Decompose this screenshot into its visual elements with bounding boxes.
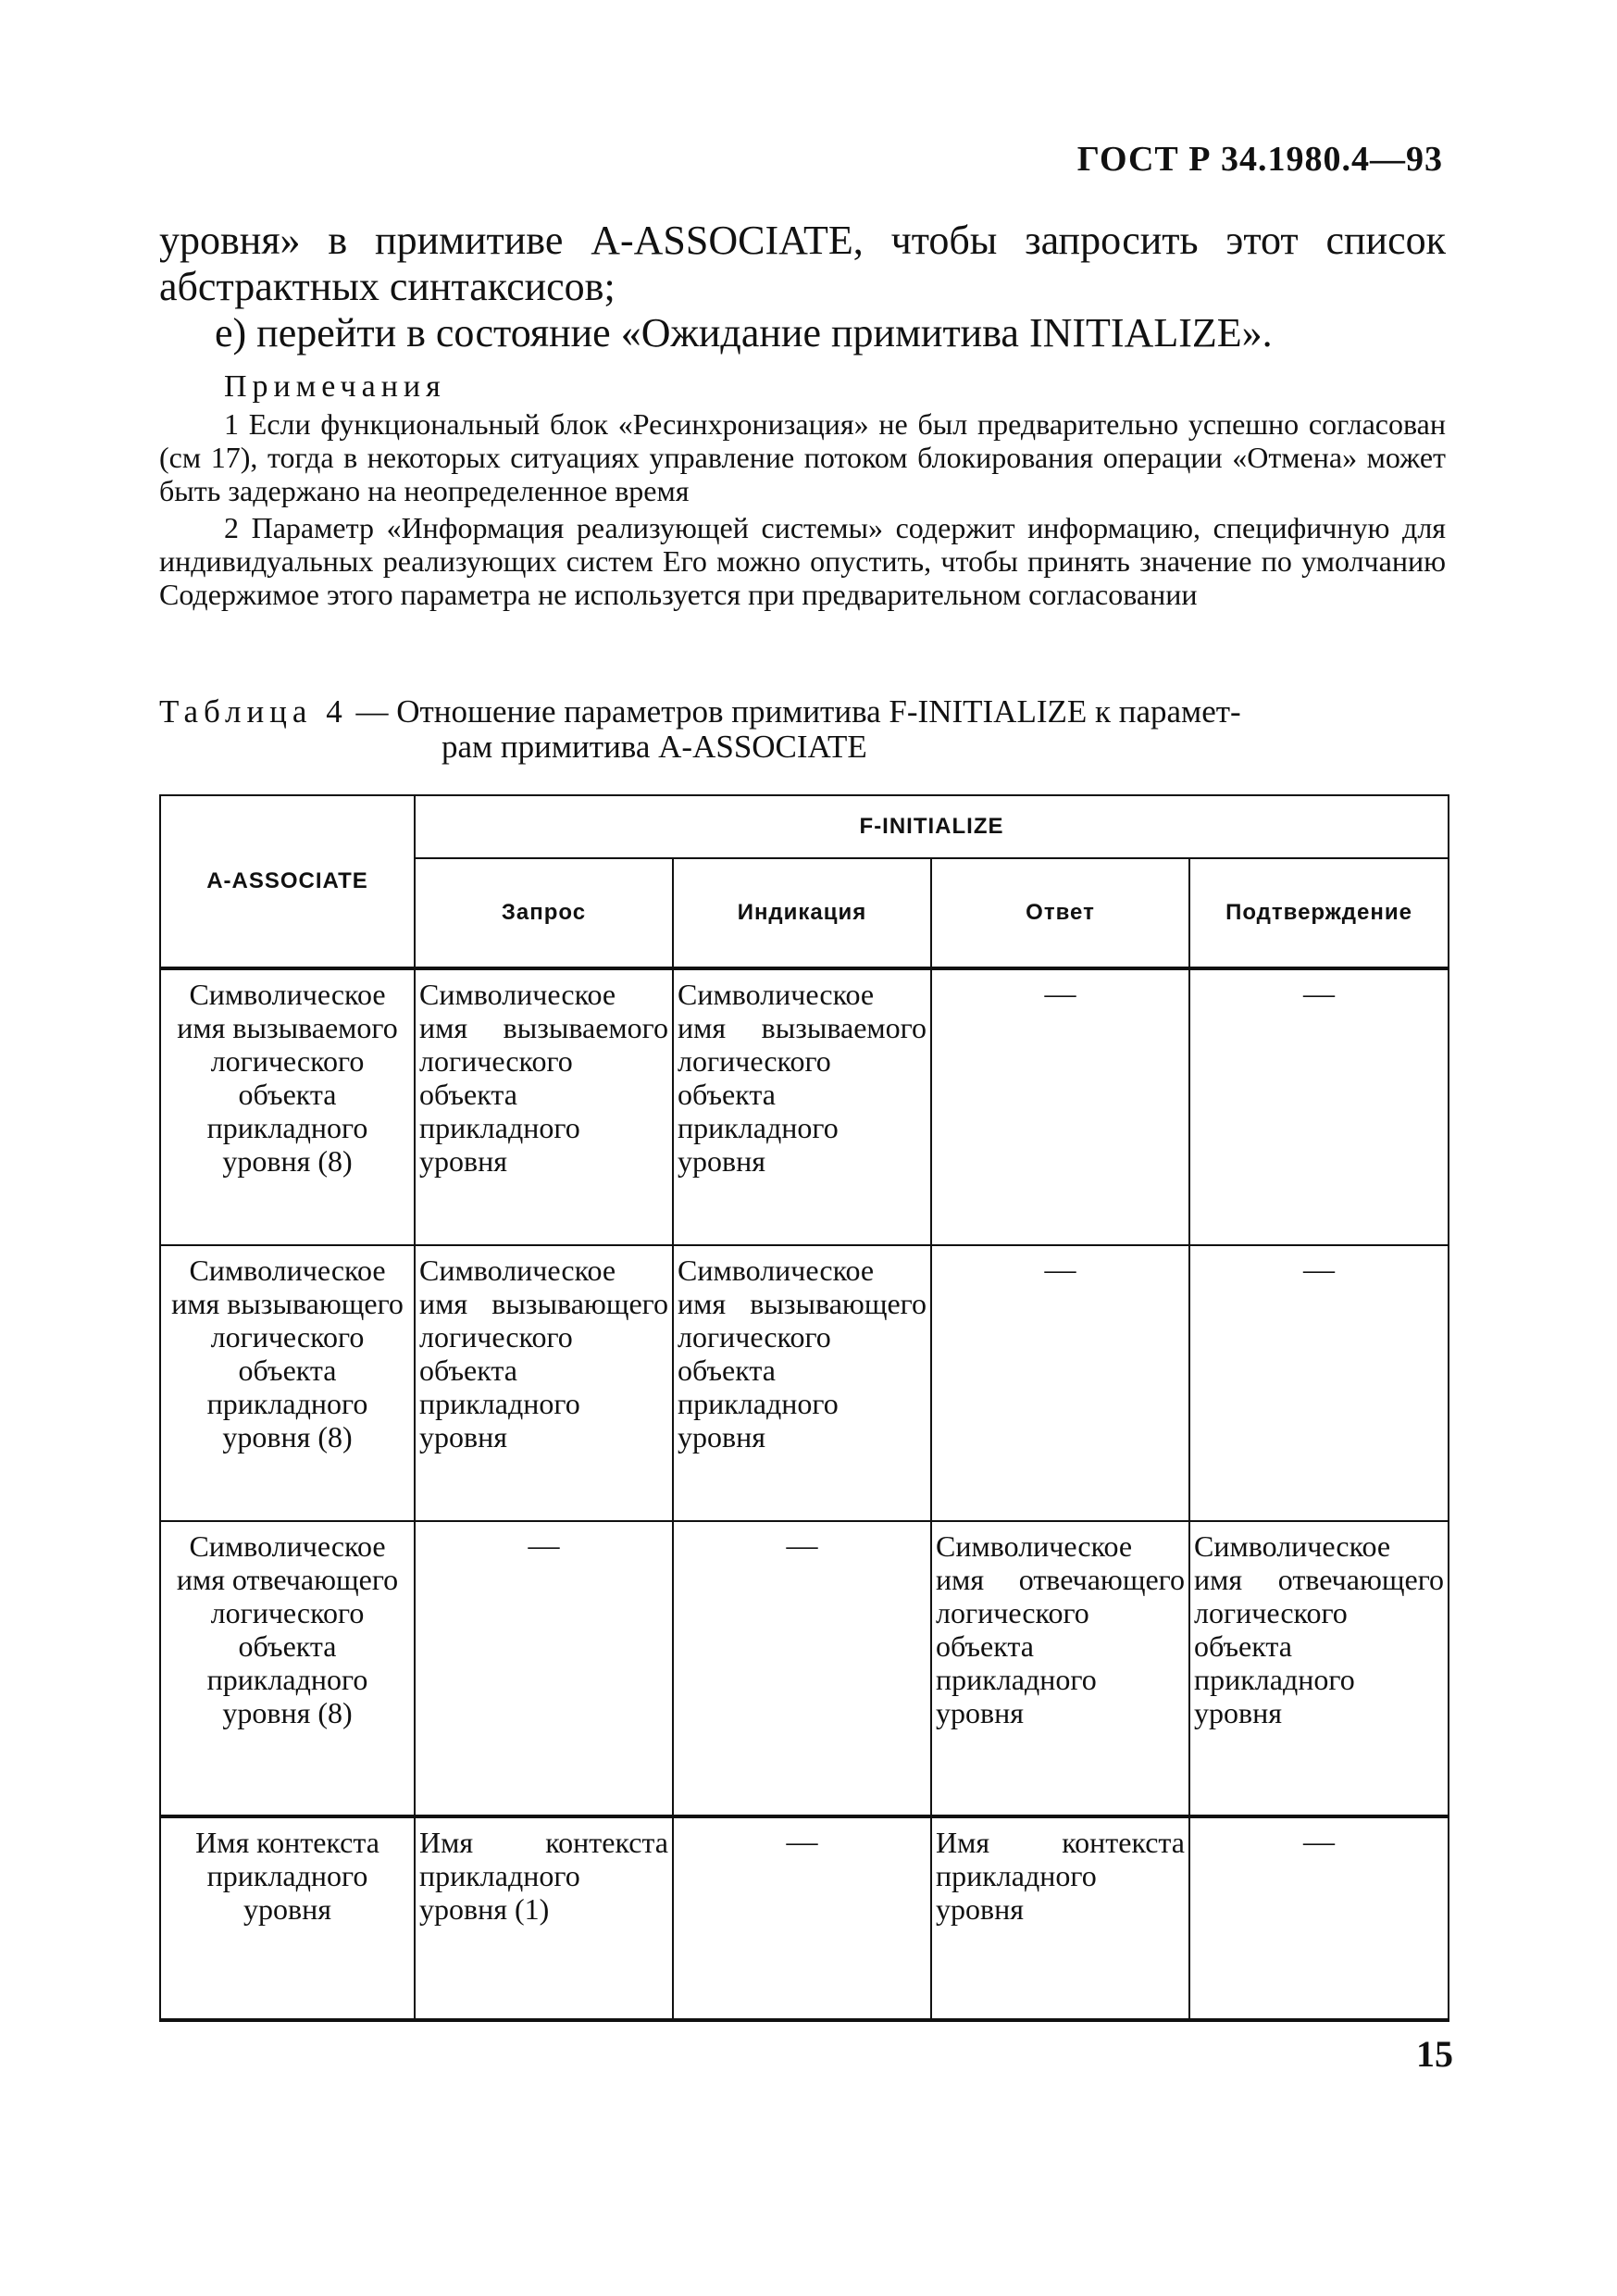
header-a-associate: A-ASSOCIATE	[160, 795, 415, 968]
cell-request: —	[415, 1521, 673, 1816]
body-text	[159, 218, 1446, 356]
cell-a-associate: Символическое имя отвечающего логического объекта прикладного уровня (8)	[160, 1521, 415, 1816]
cell-response: Символическое имя отвечающего логического объекта прикладного уровня	[931, 1521, 1189, 1816]
cell-request: Символическое имя вызывающего логического объекта прикладного уровня	[415, 1245, 673, 1521]
table-row	[160, 1816, 1449, 2020]
parameter-table	[159, 794, 1449, 2022]
header-confirm: Подтверждение	[1189, 858, 1449, 968]
cell-confirm: Символическое имя отвечающего логического объекта прикладного уровня	[1189, 1521, 1449, 1816]
notes-section	[159, 370, 1446, 611]
note-1: 1 Если функциональный блок «Ресинхронизация» не был предварительно успешно согласован (см 17), тогда в некоторых ситуациях управление потоком блокирования операции «Отмена» может быть задержано на неопределенное время	[159, 407, 1446, 507]
table-row	[160, 1521, 1449, 1816]
cell-a-associate: Символическое имя вызываемого логического объекта прикладного уровня (8)	[160, 968, 415, 1245]
note-2: 2 Параметр «Информация реализующей системы» содержит информацию, специфичную для индивидуальных реализующих систем Его можно опустить, чтобы принять значение по умолчанию Содержимое этого параметра не используется при предварительном согласовании	[159, 511, 1446, 611]
cell-confirm: —	[1189, 1245, 1449, 1521]
cell-indication: Символическое имя вызывающего логического объекта прикладного уровня	[673, 1245, 931, 1521]
cell-request: Символическое имя вызываемого логического объекта прикладного уровня	[415, 968, 673, 1245]
cell-response: —	[931, 968, 1189, 1245]
header-indication: Индикация	[673, 858, 931, 968]
table-row	[160, 1245, 1449, 1521]
cell-indication: Символическое имя вызываемого логического объекта прикладного уровня	[673, 968, 931, 1245]
cell-response: Имя контекста прикладного уровня	[931, 1816, 1189, 2020]
cell-indication: —	[673, 1816, 931, 2020]
cell-response: —	[931, 1245, 1189, 1521]
cell-a-associate: Символическое имя вызывающего логического объекта прикладного уровня (8)	[160, 1245, 415, 1521]
header-request: Запрос	[415, 858, 673, 968]
cell-confirm: —	[1189, 968, 1449, 1245]
table-label: Таблица 4	[159, 693, 348, 730]
table-caption	[159, 694, 1446, 765]
table-title-line2: рам примитива A-ASSOCIATE	[442, 729, 867, 765]
cell-a-associate: Имя контекста прикладного уровня	[160, 1816, 415, 2020]
cell-request: Имя контекста прикладного уровня (1)	[415, 1816, 673, 2020]
table-row	[160, 968, 1449, 1245]
cell-confirm: —	[1189, 1816, 1449, 2020]
header-f-initialize: F-INITIALIZE	[415, 795, 1449, 858]
paragraph-continuation: уровня» в примитиве A-ASSOCIATE, чтобы запросить этот список абстрактных синтаксисов;	[159, 218, 1446, 309]
cell-indication: —	[673, 1521, 931, 1816]
document-code: ГОСТ Р 34.1980.4—93	[1076, 140, 1443, 179]
header-response: Ответ	[931, 858, 1189, 968]
notes-heading: Примечания	[224, 369, 446, 404]
page-number: 15	[1416, 2033, 1453, 2075]
table-title-line1: — Отношение параметров примитива F-INITIALIZE к парамет-	[347, 693, 1241, 730]
paragraph-item-e: е) перейти в состояние «Ожидание примитива INITIALIZE».	[215, 310, 1273, 356]
